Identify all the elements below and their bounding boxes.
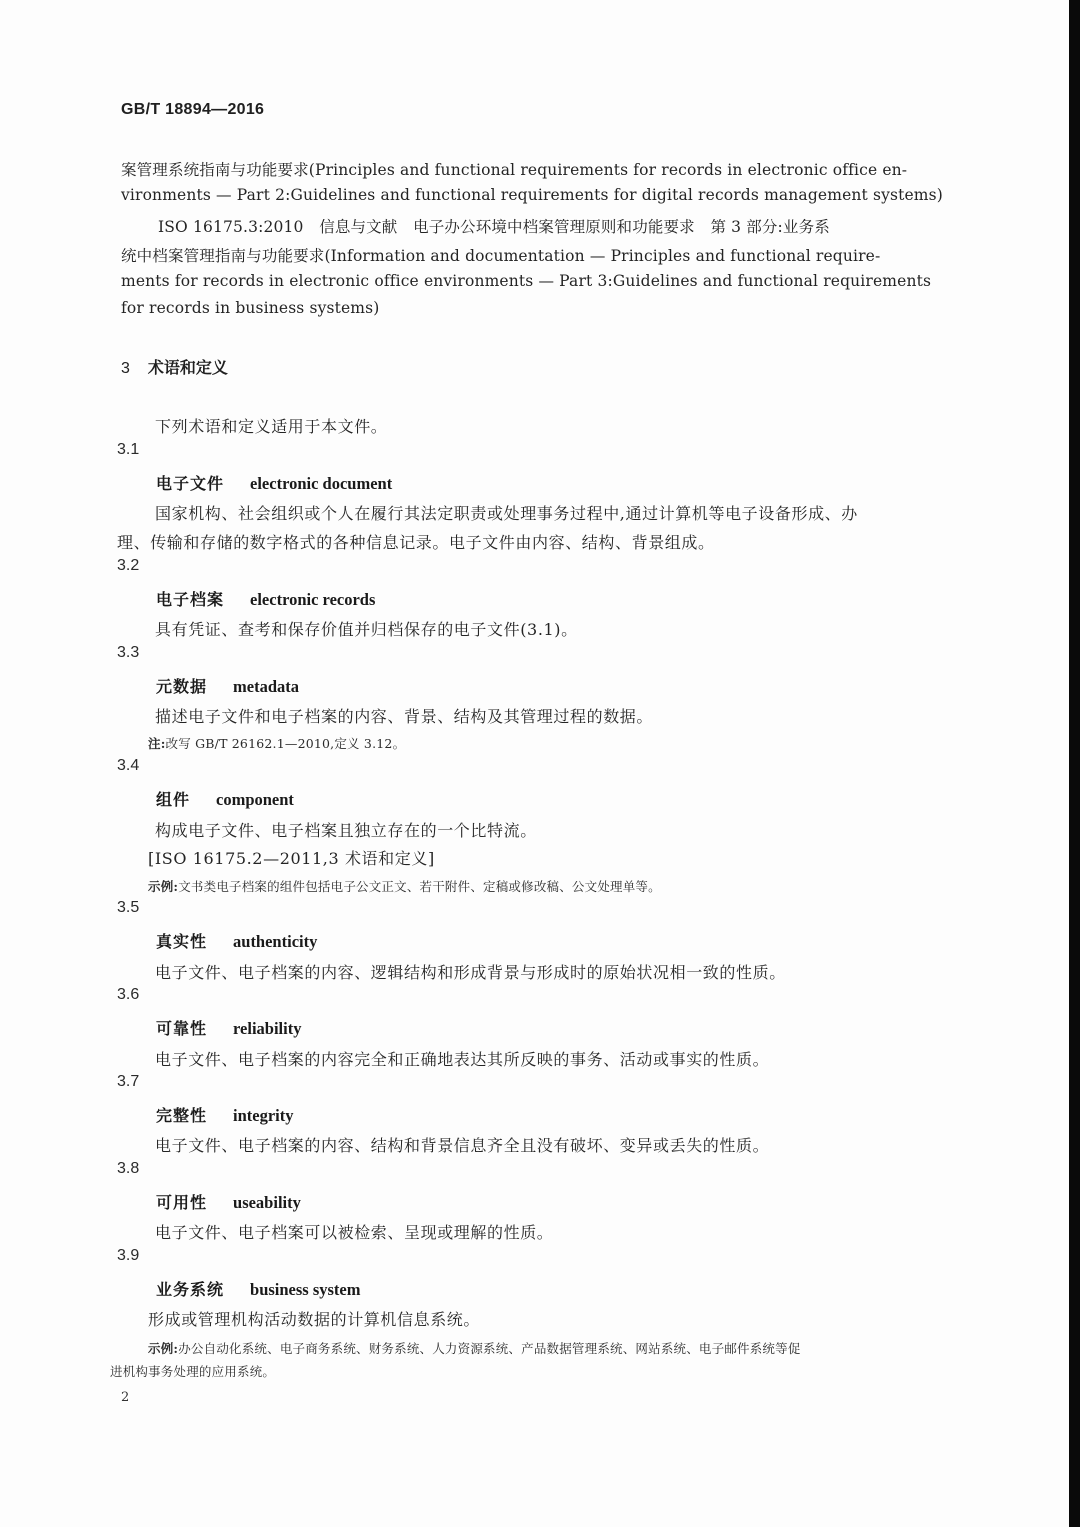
term-zh: 可靠性 <box>156 1019 208 1038</box>
definition: 描述电子文件和电子档案的内容、背景、结构及其管理过程的数据。 <box>155 707 654 726</box>
definition: 构成电子文件、电子档案且独立存在的一个比特流。 <box>155 821 537 840</box>
term-zh: 组件 <box>156 790 191 809</box>
term-en: electronic document <box>250 474 393 493</box>
term-en: electronic records <box>250 590 376 609</box>
clause-number: 3.2 <box>117 557 140 574</box>
term-zh: 电子档案 <box>156 590 225 609</box>
example <box>148 877 661 895</box>
section-intro: 下列术语和定义适用于本文件。 <box>155 417 388 436</box>
section-heading <box>121 355 228 378</box>
page-number: 2 <box>121 1390 130 1405</box>
term-heading <box>156 674 299 697</box>
clause-number: 3.3 <box>117 644 140 661</box>
note-text: 改写 GB/T 26162.1—2010,定义 3.12。 <box>165 736 406 751</box>
reference-line: ISO 16175.3:2010 信息与文献 电子办公环境中档案管理原则和功能要求 第 3 部分:业务系 <box>158 218 830 236</box>
term-zh: 电子文件 <box>156 474 225 493</box>
definition: 形成或管理机构活动数据的计算机信息系统。 <box>148 1310 481 1329</box>
clause-number: 3.5 <box>117 899 140 916</box>
definition: 具有凭证、查考和保存价值并归档保存的电子文件(3.1)。 <box>155 620 578 639</box>
term-zh: 可用性 <box>156 1193 208 1212</box>
clause-number: 3.6 <box>117 986 140 1003</box>
term-heading <box>156 1103 294 1126</box>
example-label: 示例: <box>148 879 179 894</box>
term-en: metadata <box>233 677 299 696</box>
clause-number: 3.1 <box>117 441 140 458</box>
example-text: 办公自动化系统、电子商务系统、财务系统、人力资源系统、产品数据管理系统、网站系统、电子邮件系统等促 <box>178 1341 801 1356</box>
example-text: 文书类电子档案的组件包括电子公文正文、若干附件、定稿或修改稿、公文处理单等。 <box>178 879 661 894</box>
definition: 国家机构、社会组织或个人在履行其法定职责或处理事务过程中,通过计算机等电子设备形成、办 <box>155 504 858 523</box>
note <box>148 734 405 752</box>
section-title: 术语和定义 <box>147 358 228 377</box>
reference-line: vironments — Part 2:Guidelines and functional requirements for digital records management systems) <box>121 186 943 204</box>
example-cont: 进机构事务处理的应用系统。 <box>110 1364 276 1379</box>
note-label: 注: <box>148 736 166 751</box>
example-label: 示例: <box>148 1341 179 1356</box>
term-heading <box>156 1016 301 1039</box>
clause-number: 3.4 <box>117 757 140 774</box>
source-citation: [ISO 16175.2—2011,3 术语和定义] <box>148 849 435 868</box>
term-zh: 元数据 <box>156 677 208 696</box>
clause-number: 3.9 <box>117 1247 140 1264</box>
reference-line: for records in business systems) <box>121 299 380 317</box>
standard-code: GB/T 18894—2016 <box>121 101 265 118</box>
term-en: component <box>216 790 294 809</box>
term-heading <box>156 587 375 610</box>
definition: 电子文件、电子档案可以被检索、呈现或理解的性质。 <box>155 1223 554 1242</box>
reference-line: ments for records in electronic office environments — Part 3:Guidelines and functional requirements <box>121 272 932 290</box>
term-en: integrity <box>233 1106 294 1125</box>
term-en: reliability <box>233 1019 302 1038</box>
section-number: 3 <box>121 360 130 377</box>
example <box>148 1339 801 1357</box>
definition: 电子文件、电子档案的内容、逻辑结构和形成背景与形成时的原始状况相一致的性质。 <box>155 963 786 982</box>
term-heading <box>156 1277 361 1300</box>
term-heading <box>156 929 317 952</box>
term-en: authenticity <box>233 932 318 951</box>
reference-line: 统中档案管理指南与功能要求(Information and documentation — Principles and functional require- <box>121 247 881 265</box>
definition: 电子文件、电子档案的内容、结构和背景信息齐全且没有破坏、变异或丢失的性质。 <box>155 1136 770 1155</box>
term-zh: 完整性 <box>156 1106 208 1125</box>
term-zh: 真实性 <box>156 932 208 951</box>
term-en: useability <box>233 1193 301 1212</box>
term-heading <box>156 787 294 810</box>
term-heading <box>156 471 392 494</box>
reference-line: 案管理系统指南与功能要求(Principles and functional requirements for records in electronic office en- <box>121 161 908 179</box>
clause-number: 3.7 <box>117 1073 140 1090</box>
clause-number: 3.8 <box>117 1160 140 1177</box>
term-en: business system <box>250 1280 361 1299</box>
definition: 电子文件、电子档案的内容完全和正确地表达其所反映的事务、活动或事实的性质。 <box>155 1050 770 1069</box>
definition-cont: 理、传输和存储的数字格式的各种信息记录。电子文件由内容、结构、背景组成。 <box>117 533 715 552</box>
term-zh: 业务系统 <box>156 1280 225 1299</box>
term-heading <box>156 1190 301 1213</box>
